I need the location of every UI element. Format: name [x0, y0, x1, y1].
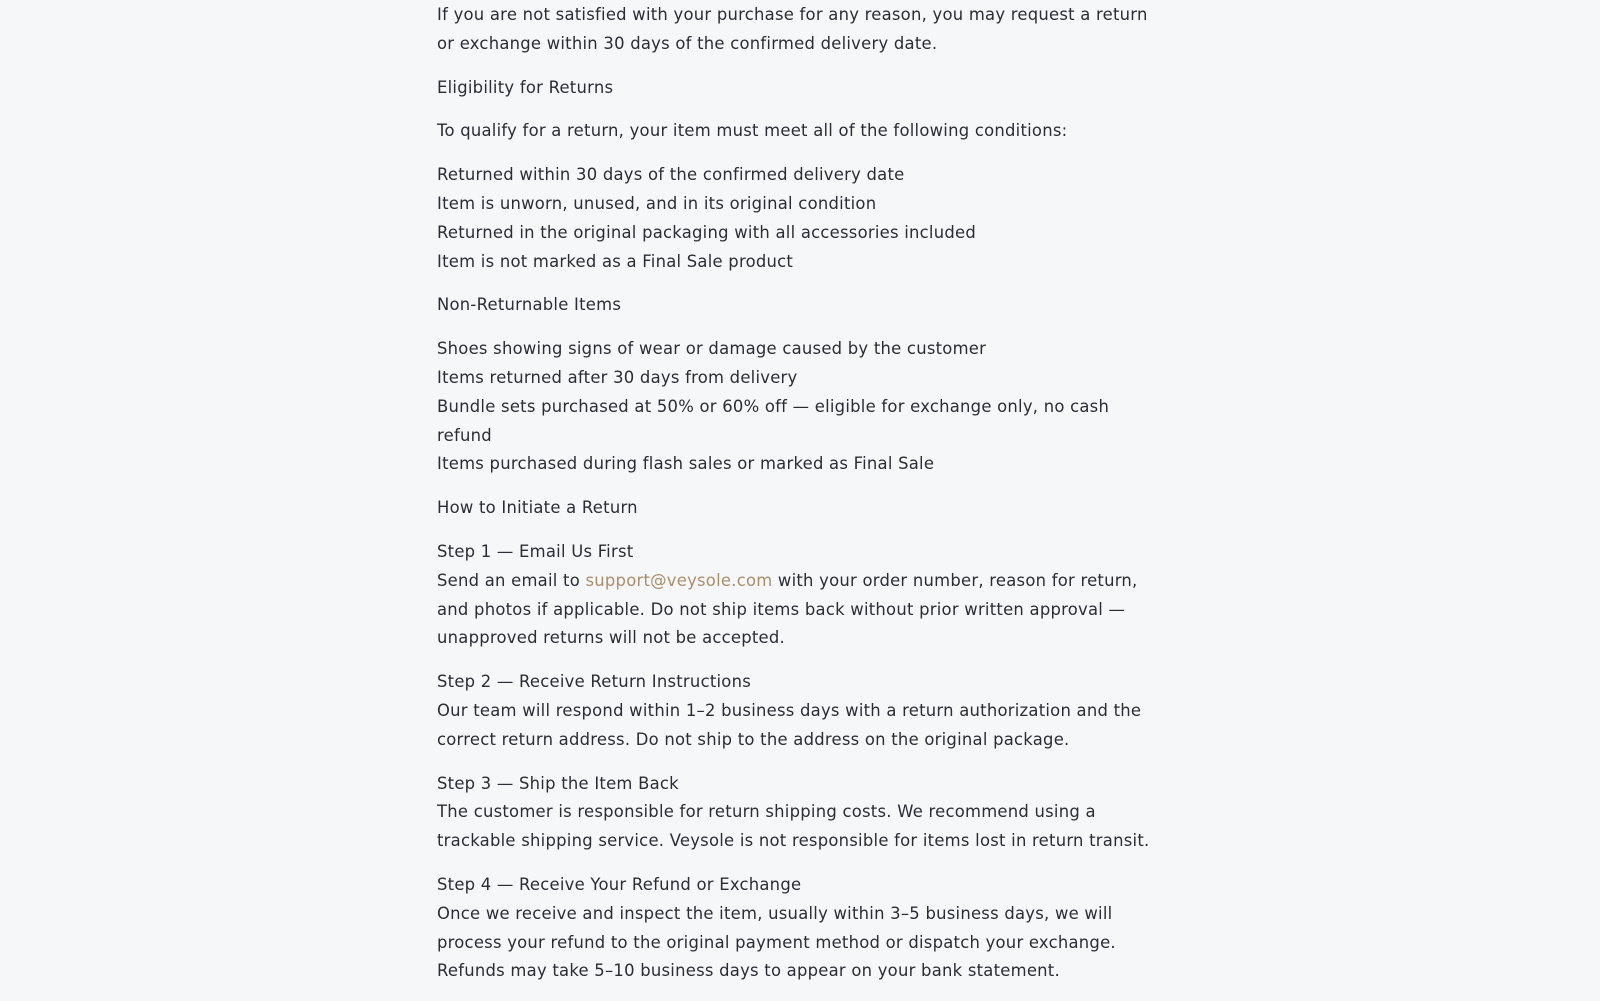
- list-item: Shoes showing signs of wear or damage caused by the customer: [437, 339, 987, 359]
- step-2-text: Our team will respond within 1–2 business days with a return authorization and the correct return address. Do not ship to the address on the original package.: [437, 700, 1142, 749]
- step-1-text-after: with your order number, reason for return, and photos if applicable. Do not ship items back without prior written approval — unapproved returns will not be accepted.: [437, 570, 1138, 648]
- return-policy-content: [437, 1, 1157, 1001]
- list-item: Returned within 30 days of the confirmed delivery date: [437, 165, 905, 185]
- intro-paragraph: If you are not satisfied with your purchase for any reason, you may request a return or exchange within 30 days of the confirmed delivery date.: [437, 5, 1148, 53]
- step-4: [437, 871, 1157, 986]
- list-item: Items purchased during flash sales or marked as Final Sale: [437, 454, 935, 474]
- eligibility-list: [437, 161, 1157, 276]
- support-email-link[interactable]: support@veysole.com: [585, 570, 773, 590]
- step-3: [437, 770, 1157, 856]
- step-1-text-before: Send an email to: [437, 570, 586, 590]
- step-3-text: The customer is responsible for return shipping costs. We recommend using a trackable shipping service. Veysole is not responsible for items lost in return transit.: [437, 802, 1150, 851]
- non-returnable-heading: Non-Returnable Items: [437, 295, 622, 315]
- step-4-title: Step 4 — Receive Your Refund or Exchange: [437, 874, 802, 894]
- step-1-title: Step 1 — Email Us First: [437, 541, 634, 561]
- list-item: Item is unworn, unused, and in its original condition: [437, 193, 877, 213]
- how-to-heading: How to Initiate a Return: [437, 498, 638, 518]
- step-3-title: Step 3 — Ship the Item Back: [437, 773, 679, 793]
- list-item: Returned in the original packaging with all accessories included: [437, 222, 977, 242]
- non-returnable-list: [437, 335, 1157, 479]
- list-item: Item is not marked as a Final Sale product: [437, 251, 794, 271]
- eligibility-lead: To qualify for a return, your item must meet all of the following conditions:: [437, 121, 1068, 141]
- step-2: [437, 668, 1157, 754]
- list-item: Items returned after 30 days from delivery: [437, 367, 798, 387]
- list-item: Bundle sets purchased at 50% or 60% off — eligible for exchange only, no cash refund: [437, 396, 1110, 445]
- step-1-text: [437, 567, 1157, 653]
- eligibility-heading: Eligibility for Returns: [437, 77, 614, 97]
- step-2-title: Step 2 — Receive Return Instructions: [437, 672, 752, 692]
- step-4-text: Once we receive and inspect the item, usually within 3–5 business days, we will process your refund to the original payment method or dispatch your exchange. Refunds may take 5–10 business days to appear on your bank statement.: [437, 903, 1116, 981]
- step-1: [437, 538, 1157, 653]
